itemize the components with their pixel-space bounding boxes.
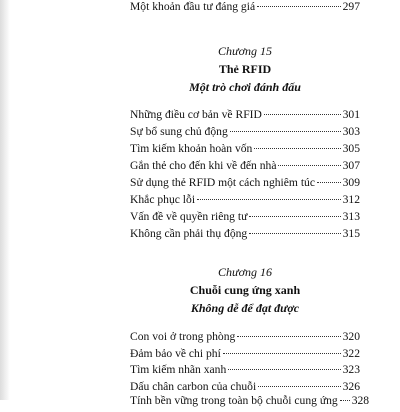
toc-leader-dots	[254, 148, 340, 149]
toc-entry[interactable]	[130, 227, 360, 245]
toc-entry-page: 326	[342, 380, 360, 393]
toc-entry-page: 315	[342, 227, 360, 240]
toc-entry-page: 313	[342, 210, 360, 223]
toc-entry-title: Tính bền vững trong toàn bộ chuỗi cung ứng	[130, 394, 338, 407]
toc-entry-page: 328	[351, 394, 370, 407]
toc-entry-title: Những điều cơ bản về RFID	[130, 108, 262, 121]
toc-entry-title: Không cần phải thụ động	[130, 227, 248, 240]
toc-leader-dots	[230, 131, 341, 132]
toc-entry-title: Gắn thẻ cho đến khi về đến nhà	[130, 159, 277, 172]
chapter-15-title: Thẻ RFID	[218, 62, 272, 76]
toc-entry-page: 309	[342, 176, 360, 189]
toc-entry-page: 322	[342, 347, 360, 360]
toc-leader-dots	[264, 114, 341, 115]
toc-entry[interactable]	[130, 394, 370, 412]
toc-entry[interactable]	[130, 159, 360, 177]
toc-leader-dots	[249, 233, 340, 234]
toc-entry[interactable]	[130, 0, 360, 18]
toc-entry[interactable]	[130, 363, 360, 381]
toc-entry-title: Dấu chân carbon của chuỗi	[130, 380, 257, 393]
toc-leader-dots	[249, 216, 340, 217]
toc-leader-dots	[197, 199, 341, 200]
toc-entry[interactable]	[130, 108, 360, 126]
toc-entry-page: 307	[342, 159, 360, 172]
toc-entry[interactable]	[130, 330, 360, 348]
toc-entry-title: Con voi ở trong phòng	[130, 330, 236, 343]
toc-entry-page: 305	[342, 142, 360, 155]
toc-entry[interactable]	[130, 193, 360, 211]
toc-entry[interactable]	[130, 210, 360, 228]
toc-entry-page: 312	[342, 193, 360, 206]
toc-entry[interactable]	[130, 142, 360, 160]
chapter-16-subtitle: Không dễ để đạt được	[190, 301, 300, 315]
chapter-15-subtitle: Một trò chơi đánh đấu	[189, 80, 301, 94]
toc-entry-title: Một khoản đầu tư đáng giá	[130, 0, 256, 13]
chapter-15-number: Chương 15	[218, 44, 272, 58]
toc-entry[interactable]	[130, 125, 360, 143]
page-edge-shadow	[0, 0, 10, 400]
toc-entry-title: Đảm bảo về chi phí	[130, 347, 221, 360]
toc-leader-dots	[317, 182, 341, 183]
toc-leader-dots	[237, 336, 340, 337]
toc-entry-title: Vấn đề về quyền riêng tư	[130, 210, 248, 223]
chapter-16-title: Chuỗi cung ứng xanh	[189, 283, 301, 297]
toc-entry-title: Tìm kiếm khoản hoàn vốn	[130, 142, 253, 155]
toc-entry-page: 301	[342, 108, 360, 121]
toc-entry-page: 320	[342, 330, 360, 343]
toc-entry[interactable]	[130, 176, 360, 194]
toc-leader-dots	[223, 353, 341, 354]
toc-entry-title: Khắc phục lỗi	[130, 193, 196, 206]
toc-entry-title: Tìm kiếm nhãn xanh	[130, 363, 227, 376]
toc-leader-dots	[257, 6, 341, 7]
toc-entry-title: Sử dụng thẻ RFID một cách nghiêm túc	[130, 176, 315, 189]
toc-leader-dots	[228, 369, 340, 370]
toc-leader-dots	[278, 165, 340, 166]
toc-leader-dots	[258, 386, 340, 387]
toc-entry-page: 297	[342, 0, 360, 13]
toc-leader-dots	[340, 400, 350, 401]
toc-entry-page: 303	[342, 125, 360, 138]
toc-entry-page: 323	[342, 363, 360, 376]
chapter-16-number: Chương 16	[218, 265, 272, 279]
toc-entry-title: Sự bổ sung chủ động	[130, 125, 228, 138]
